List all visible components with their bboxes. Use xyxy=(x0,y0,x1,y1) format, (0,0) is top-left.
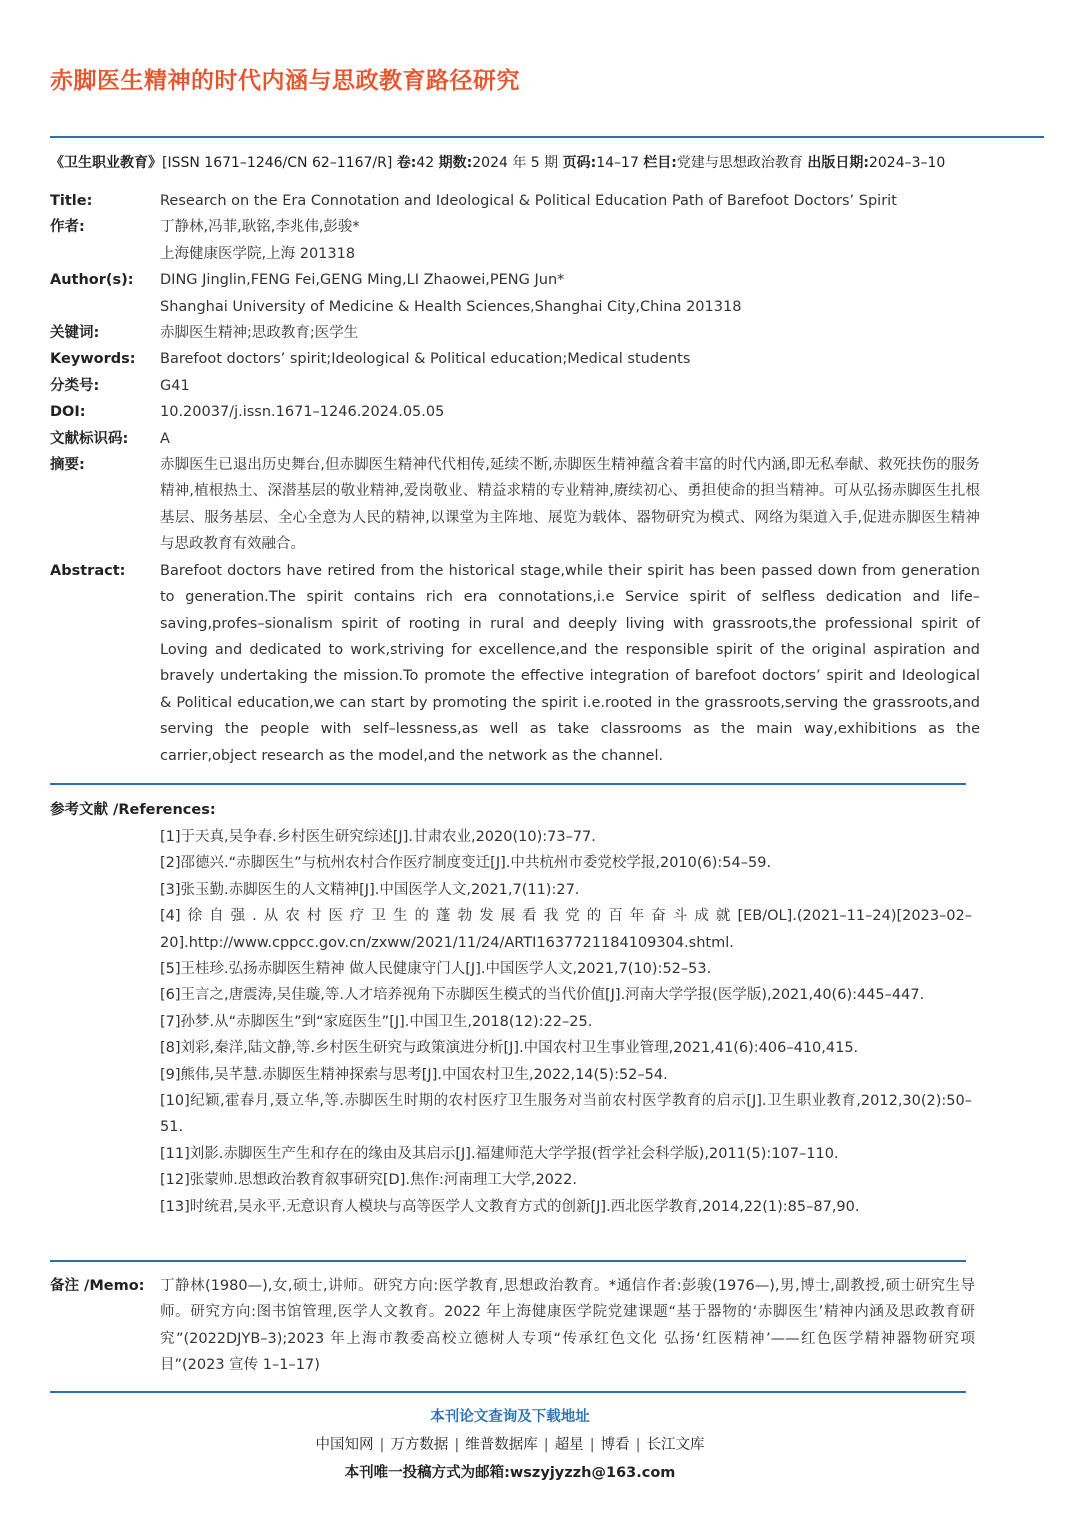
keywords-en-value: Barefoot doctors’ spirit;Ideological & Political education;Medical students xyxy=(160,351,691,368)
reference-item: [6]王言之,唐震涛,吴佳璇,等.人才培养视角下赤脚医生模式的当代价值[J].河南大学学报(医学版),2021,40(6):445–447. xyxy=(160,987,925,1004)
abstract-cn-value: 赤脚医生已退出历史舞台,但赤脚医生精神代代相传,延续不断,赤脚医生精神蕴含着丰富的时代内涵,即无私奉献、救死扶伤的服务精神,植根热土、深潜基层的敬业精神,爱岗敬业、精益求精的专业精神,赓续初心、勇担使命的担当精神。可从弘扬赤脚医生扎根基层、服务基层、全心全意为人民的精神,以课堂为主阵地、展览为载体、器物研究为模式、网络为渠道入手,促进赤脚医生精神与思政教育有效融合。 xyxy=(160,457,980,553)
issue-label: 期数: xyxy=(438,155,473,171)
authors-cn-names: 丁静林,冯菲,耿铭,李兆伟,彭骏* xyxy=(160,219,360,236)
authors-en-names: DING Jinglin,FENG Fei,GENG Ming,LI Zhaowei,PENG Jun* xyxy=(160,272,565,289)
authors-cn-value xyxy=(160,214,980,267)
authors-cn-row xyxy=(50,214,980,267)
abstract-en-row xyxy=(50,558,980,769)
title-en-value: Research on the Era Connotation and Ideological & Political Education Path of Barefoot Doctors’ Spirit xyxy=(160,193,897,209)
field-label: 分类号: xyxy=(50,377,100,394)
citation-meta xyxy=(50,152,1050,172)
top-divider xyxy=(50,136,1044,138)
reference-item: [12]张蒙帅.思想政治教育叙事研究[D].焦作:河南理工大学,2022. xyxy=(160,1172,577,1189)
volume: 42 xyxy=(416,155,435,171)
reference-item: [1]于天真,吴争春.乡村医生研究综述[J].甘肃农业,2020(10):73–77. xyxy=(160,829,596,845)
keywords-cn-row xyxy=(50,320,980,346)
field-label: 摘要: xyxy=(50,457,85,474)
field-label: DOI: xyxy=(50,404,86,421)
title-en-row xyxy=(50,188,980,214)
footer-heading: 本刊论文查询及下载地址 xyxy=(430,1409,590,1425)
separator: | xyxy=(635,1437,641,1453)
reference-item: [11]刘影.赤脚医生产生和存在的缘由及其启示[J].福建师范大学学报(哲学社会科学版),2011(5):107–110. xyxy=(160,1145,839,1162)
classification-value: G41 xyxy=(160,377,190,394)
memo-section xyxy=(50,1273,975,1379)
doi-row xyxy=(50,399,980,425)
memo-value: 丁静林(1980—),女,硕士,讲师。研究方向:医学教育,思想政治教育。*通信作者:彭骏(1976—),男,博士,副教授,硕士研究生导师。研究方向:图书馆管理,医学人文教育。2022 年上海健康医学院党建课题“基于器物的‘赤脚医生’精神内涵及思政教育研究”(2022DJYB–3);2023 年上海市教委高校立德树人专项“传承红色文化 弘扬‘红医精神’——红色医学精神器物研究项目”(2023 宣传 1–1–17) xyxy=(160,1278,975,1374)
field-label: Abstract: xyxy=(50,562,126,579)
doc-code-row xyxy=(50,426,980,452)
keywords-en-row xyxy=(50,346,980,372)
field-label: Keywords: xyxy=(50,351,136,368)
reference-item: [2]邵德兴.“赤脚医生”与杭州农村合作医疗制度变迁[J].中共杭州市委党校学报,2010(6):54–59. xyxy=(160,855,772,872)
footer-divider xyxy=(50,1391,966,1393)
database-link-chaoxing[interactable]: 超星 xyxy=(554,1437,584,1453)
issue: 2024 年 5 期 xyxy=(472,155,559,171)
memo-divider xyxy=(50,1260,966,1262)
authors-en-row xyxy=(50,267,980,320)
reference-item: [3]张玉勤.赤脚医生的人文精神[J].中国医学人文,2021,7(11):27. xyxy=(160,881,580,898)
page-title: 赤脚医生精神的时代内涵与思政教育路径研究 xyxy=(50,68,520,94)
abstract-cn-row xyxy=(50,452,980,558)
field-label: 文献标识码: xyxy=(50,430,129,447)
database-link-vip[interactable]: 维普数据库 xyxy=(465,1437,538,1453)
submission-contact: 本刊唯一投稿方式为邮箱:wszyjyzzh@163.com xyxy=(344,1465,676,1481)
separator: | xyxy=(589,1437,595,1453)
references-list xyxy=(160,824,972,1220)
pubdate: 2024–3–10 xyxy=(868,155,946,171)
separator: | xyxy=(454,1437,460,1453)
reference-item: [5]王桂珍.弘扬赤脚医生精神 做人民健康守门人[J].中国医学人文,2021,7(10):52–53. xyxy=(160,961,712,978)
memo-label: 备注 /Memo: xyxy=(50,1278,145,1294)
article-fields xyxy=(50,188,980,769)
reference-item: [10]纪颖,霍春月,聂立华,等.赤脚医生时期的农村医疗卫生服务对当前农村医学教育的启示[J].卫生职业教育,2012,30(2):50–51. xyxy=(160,1093,972,1136)
issn: [ISSN 1671–1246/CN 62–1167/R] xyxy=(162,155,393,171)
authors-en-affiliation: Shanghai University of Medicine & Health Sciences,Shanghai City,China 201318 xyxy=(160,298,742,315)
references-divider xyxy=(50,783,966,785)
database-link-cnki[interactable]: 中国知网 xyxy=(315,1437,374,1453)
reference-item: [4]徐自强.从农村医疗卫生的蓬勃发展看我党的百年奋斗成就[EB/OL].(2021–11–24)[2023–02–20].http://www.cppcc.gov.cn/zxww/2021/11/24/ARTI1637721184109304.shtml. xyxy=(160,908,972,951)
reference-item: [13]时统君,吴永平.无意识育人模块与高等医学人文教育方式的创新[J].西北医学教育,2014,22(1):85–87,90. xyxy=(160,1198,860,1215)
reference-item: [9]熊伟,吴芊慧.赤脚医生精神探索与思考[J].中国农村卫生,2022,14(5):52–54. xyxy=(160,1066,668,1083)
reference-item: [7]孙梦.从“赤脚医生”到“家庭医生”[J].中国卫生,2018(12):22–25. xyxy=(160,1013,593,1030)
separator: | xyxy=(543,1437,549,1453)
field-label: Author(s): xyxy=(50,272,134,289)
separator: | xyxy=(379,1437,385,1453)
field-label: Title: xyxy=(50,193,93,209)
reference-item: [8]刘彩,秦洋,陆文静,等.乡村医生研究与政策演进分析[J].中国农村卫生事业管理,2021,41(6):406–410,415. xyxy=(160,1040,859,1057)
database-link-bookan[interactable]: 博看 xyxy=(600,1437,630,1453)
classification-row xyxy=(50,373,980,399)
pages: 14–17 xyxy=(596,155,639,171)
pubdate-label: 出版日期: xyxy=(807,155,869,171)
doi-value[interactable]: 10.20037/j.issn.1671–1246.2024.05.05 xyxy=(160,404,445,421)
pages-label: 页码: xyxy=(562,155,597,171)
field-label: 关键词: xyxy=(50,325,100,342)
volume-label: 卷: xyxy=(396,155,417,171)
database-list xyxy=(0,1433,1020,1454)
column: 党建与思想政治教育 xyxy=(676,155,803,171)
authors-cn-affiliation: 上海健康医学院,上海 201318 xyxy=(160,245,356,262)
database-link-changjiang[interactable]: 长江文库 xyxy=(646,1437,705,1453)
authors-en-value xyxy=(160,267,980,320)
column-label: 栏目: xyxy=(643,155,677,171)
doc-code-value: A xyxy=(160,430,170,447)
database-link-wanfang[interactable]: 万方数据 xyxy=(390,1437,449,1453)
keywords-cn-value: 赤脚医生精神;思政教育;医学生 xyxy=(160,325,359,342)
field-label: 作者: xyxy=(50,219,85,236)
abstract-en-value: Barefoot doctors have retired from the historical stage,while their spirit has been passed down from generation to generation.The spirit contains rich era connotations,i.e Service spirit of selfless dedication and life–saving,profes–sionalism spirit of rooting in rural and deeply living with grassroots,the professional spirit of Loving and dedicated to work,striving for excellence,and the responsible spirit of the original aspiration and bravely undertaking the mission.To promote the effective integration of barefoot doctors’ spirit and Ideological & Political education,we can start by promoting the spirit i.e.rooted in the grassroots,serving the grassroots,and serving the people with self–lessness,as well as take classrooms as the main way,exhibitions as the carrier,object research as the model,and the network as the channel. xyxy=(160,562,980,764)
references-heading: 参考文献 /References: xyxy=(50,802,216,818)
journal-name: 《卫生职业教育》 xyxy=(50,155,162,171)
